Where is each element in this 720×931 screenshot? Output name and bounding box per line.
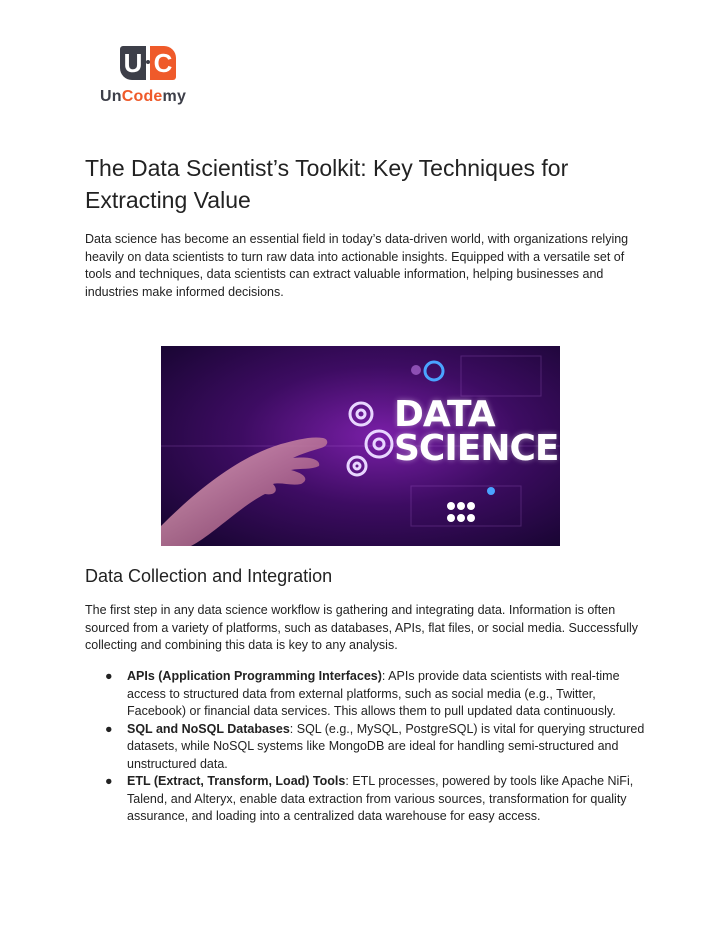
gears-icon xyxy=(348,403,392,475)
bullet-icon: ● xyxy=(105,669,113,683)
bullet-list xyxy=(85,668,645,826)
hand-illustration xyxy=(161,437,327,546)
ring-icon xyxy=(425,362,443,380)
logo-wordmark xyxy=(100,88,200,106)
section-heading: Data Collection and Integration xyxy=(85,566,333,586)
logo-wordmark-part1: Un xyxy=(100,88,122,105)
bullet-icon: ● xyxy=(105,774,113,788)
list-item xyxy=(85,668,645,721)
list-item-text: : SQL (e.g., MySQL, PostgreSQL) is vital for querying structured datasets, while NoSQL systems like MongoDB are ideal for handling semi-structured and unstructured data. xyxy=(127,721,645,771)
hero-text-data: DATA xyxy=(394,394,495,435)
intro-paragraph: Data science has become an essential field in today’s data-driven world, with organizations relying heavily on data scientists to turn raw data into actionable insights. Equipped with a versatile set of tools and techniques, data scientists can extract valuable information, helping businesses and industries make informed decisions. xyxy=(85,232,629,299)
uncodemy-logo xyxy=(100,44,200,114)
list-item xyxy=(85,721,645,774)
logo-wordmark-part2: Code xyxy=(121,88,163,105)
bullet-icon: ● xyxy=(105,721,113,736)
section-paragraph: The first step in any data science workflow is gathering and integrating data. Information is often sourced from a variety of platforms, such as databases, APIs, flat files, or social media. Successfully collecting and combining this data is key to any analysis. xyxy=(85,603,639,652)
list-item-term: APIs (Application Programming Interfaces) xyxy=(127,669,382,683)
logo-letter-u: U xyxy=(120,46,146,80)
hero-text-science: SCIENCE xyxy=(394,428,559,469)
list-item xyxy=(85,773,645,826)
logo-letter-c: C xyxy=(150,46,176,80)
list-item-term: ETL (Extract, Transform, Load) Tools xyxy=(127,774,346,788)
blue-dot-icon xyxy=(487,487,495,495)
list-item-term: SQL and NoSQL Databases xyxy=(127,721,290,736)
list-item-text: : ETL processes, powered by tools like Apache NiFi, Talend, and Alteryx, enable data extraction from various sources, transformation for quality assurance, and loading into a centralized data warehouse for easy access. xyxy=(127,774,634,823)
logo-wordmark-part3: my xyxy=(162,88,187,105)
list-item-text: : APIs provide data scientists with real-time access to structured data from external platforms, such as social media (e.g., Twitter, Facebook) or financial data services. This allows them to pull updated data continuously. xyxy=(127,669,620,718)
document-title: The Data Scientist’s Toolkit: Key Techniques for Extracting Value xyxy=(85,155,569,213)
logo-mark xyxy=(120,46,180,84)
dot-icon xyxy=(411,365,421,375)
stats-dots-icon xyxy=(447,502,475,522)
data-science-hero-image xyxy=(161,346,560,546)
